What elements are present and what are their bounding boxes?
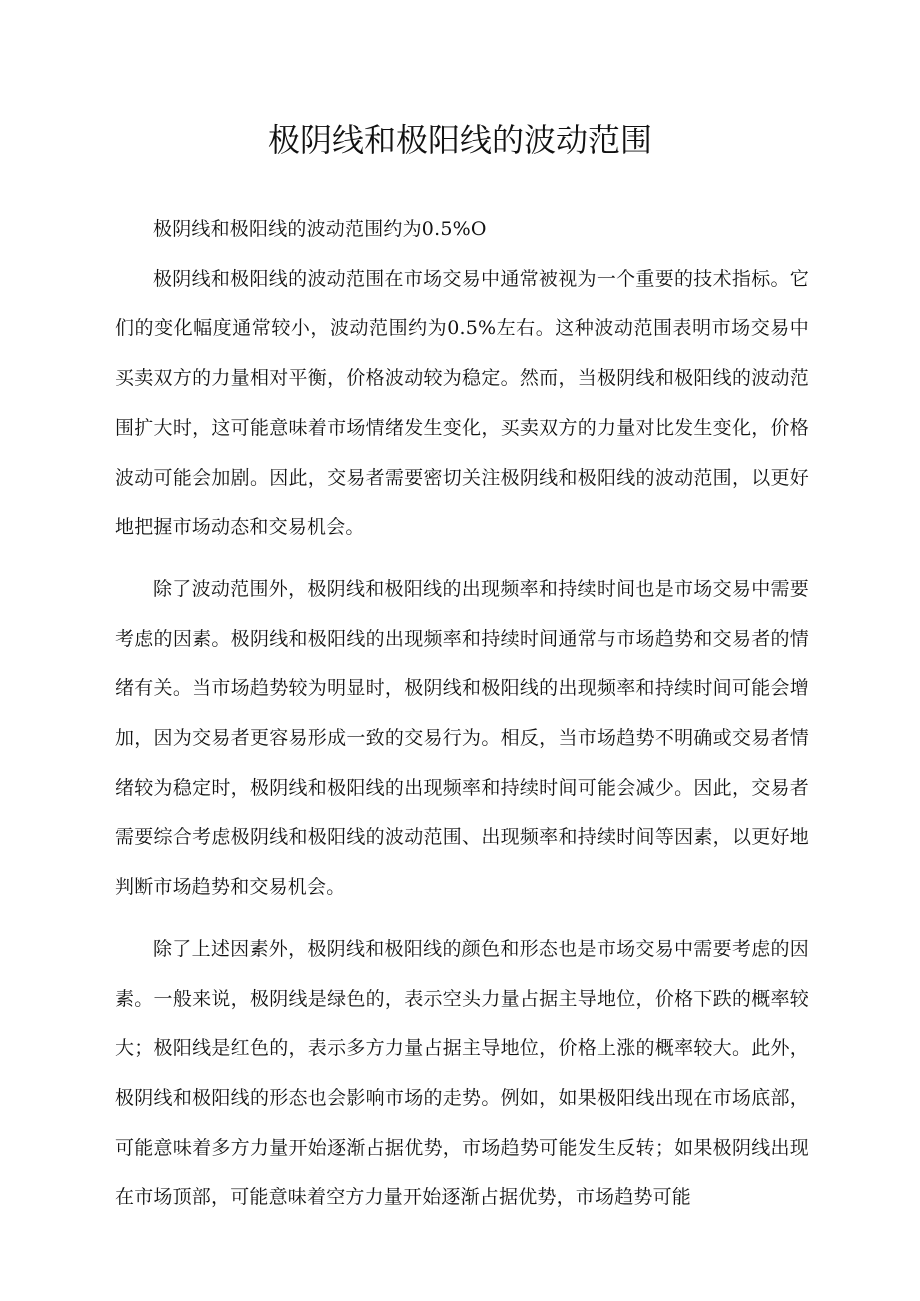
- paragraph-color-shape: 除了上述因素外，极阴线和极阳线的颜色和形态也是市场交易中需要考虑的因素。一般来说，极阴线是绿色的，表示空头力量占据主导地位，价格下跌的概率较大；极阳线是红色的，表示多方力量占据主导地位，价格上涨的概率较大。此外，极阴线和极阳线的形态也会影响市场的走势。例如，如果极阳线出现在市场底部，可能意味着多方力量开始逐渐占据优势，市场趋势可能发生反转；如果极阴线出现在市场顶部，可能意味着空方力量开始逐渐占据优势，市场趋势可能: [115, 937, 809, 1209]
- paragraph-summary: 极阴线和极阳线的波动范围约为0.5%O: [153, 218, 487, 240]
- paragraph-volatility: 极阴线和极阳线的波动范围在市场交易中通常被视为一个重要的技术指标。它们的变化幅度通常较小，波动范围约为0.5%左右。这种波动范围表明市场交易中买卖双方的力量相对平衡，价格波动较为稳定。然而，当极阴线和极阳线的波动范围扩大时，这可能意味着市场情绪发生变化，买卖双方的力量对比发生变化，价格波动可能会加剧。因此，交易者需要密切关注极阴线和极阳线的波动范围，以更好地把握市场动态和交易机会。: [115, 267, 809, 539]
- document-title: 极阴线和极阳线的波动范围: [267, 121, 652, 159]
- document-body: [115, 205, 809, 1235]
- paragraph-frequency-duration: 除了波动范围外，极阴线和极阳线的出现频率和持续时间也是市场交易中需要考虑的因素。极阴线和极阳线的出现频率和持续时间通常与市场趋势和交易者的情绪有关。当市场趋势较为明显时，极阴线和极阳线的出现频率和持续时间可能会增加，因为交易者更容易形成一致的交易行为。相反，当市场趋势不明确或交易者情绪较为稳定时，极阴线和极阳线的出现频率和持续时间可能会减少。因此，交易者需要综合考虑极阴线和极阳线的波动范围、出现频率和持续时间等因素，以更好地判断市场趋势和交易机会。: [115, 577, 809, 899]
